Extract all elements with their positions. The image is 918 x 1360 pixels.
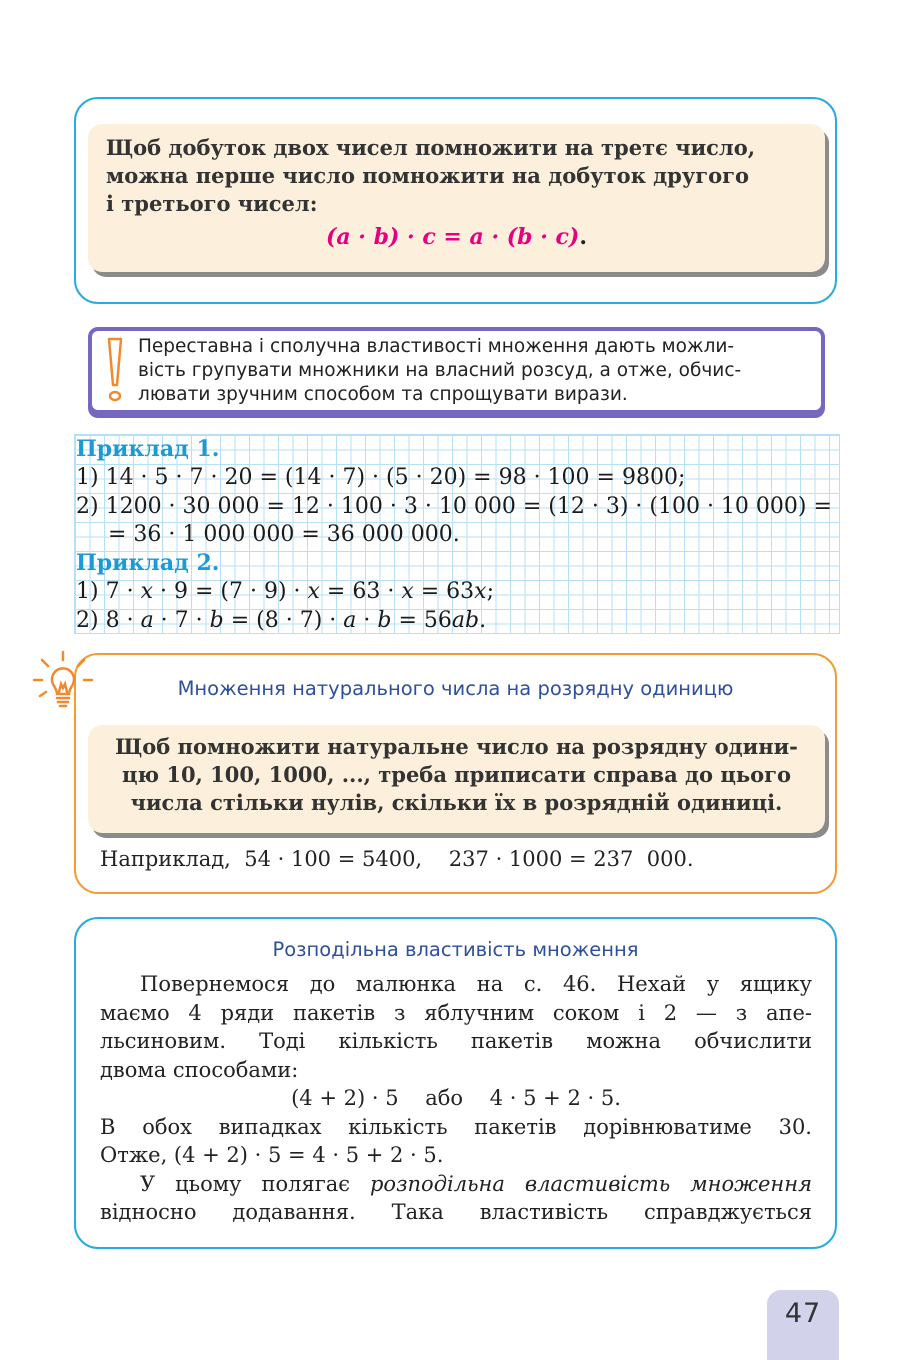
t: = 63: [413, 579, 475, 604]
exclamation-icon: [100, 335, 130, 405]
var-a: a: [343, 608, 357, 633]
rule-card-place-value: [88, 725, 825, 833]
t: · 9 = (7 · 9) ·: [152, 579, 308, 604]
distributive-term: розподільна властивість множення: [369, 1171, 813, 1196]
example-1-line-2: 2) 1200 · 30 000 = 12 · 100 · 3 · 10 000 = (12 · 3) · (100 · 10 000) =: [76, 494, 832, 519]
t: ·: [356, 608, 378, 633]
para1-line-2: маємо 4 ряди пакетів з яблучним соком і 2 — з апе-: [100, 1000, 812, 1025]
t: ;: [486, 579, 495, 604]
note-text: [138, 335, 812, 407]
para3-start: У цьому полягає: [140, 1171, 370, 1196]
example-2-line-2: [76, 606, 486, 635]
var-b: b: [209, 608, 224, 633]
note-line-2: вість групувати множники на власний розсуд, а отже, обчис-: [138, 360, 742, 381]
place-value-rule-line-1: Щоб помножити натуральне число на розрядну одини-: [115, 734, 798, 759]
example-1-title: Приклад 1.: [76, 436, 220, 462]
place-value-rule-line-3: числа стільки нулів, скільки їх в розрядній одиниці.: [130, 790, 783, 815]
rule-line-1: Щоб добуток двох чисел помножити на третє число,: [106, 135, 756, 160]
para1-line-4: двома способами:: [100, 1057, 299, 1082]
para3-line-1: [100, 1170, 812, 1199]
var-b: b: [377, 608, 392, 633]
rule-card-associative: [88, 124, 825, 272]
t: · 7 ·: [153, 608, 210, 633]
t: 2) 8 ·: [76, 608, 141, 633]
note-line-1: Переставна і сполучна властивості множення дають можли-: [138, 336, 735, 357]
t: = 63 ·: [319, 579, 402, 604]
t: = (8 · 7) ·: [223, 608, 344, 633]
note-box: [88, 327, 825, 414]
var-x: x: [474, 579, 487, 604]
var-a: a: [140, 608, 154, 633]
rule-line-3: і третього чисел:: [106, 191, 318, 216]
t: 1) 7 ·: [76, 579, 141, 604]
var-ab: ab: [451, 608, 480, 633]
t: = 56: [391, 608, 452, 633]
section-title-place-value: Множення натурального числа на розрядну одиницю: [177, 677, 734, 700]
distributive-text: [100, 970, 812, 1227]
para2-line-2: Отже, (4 + 2) · 5 = 4 · 5 + 2 · 5.: [100, 1143, 444, 1167]
example-2-line-1: [76, 577, 494, 606]
example-1-line-3: = 36 · 1 000 000 = 36 000 000.: [108, 522, 460, 547]
example-1-line-1: 1) 14 · 5 · 7 · 20 = (14 · 7) · (5 · 20) = 98 · 100 = 9800;: [76, 465, 686, 490]
var-x: x: [307, 579, 320, 604]
distributive-formula: (4 + 2) · 5 або 4 · 5 + 2 · 5.: [291, 1086, 621, 1110]
var-x: x: [401, 579, 414, 604]
section-title-distributive: Розподільна властивість множення: [272, 938, 639, 961]
para1-line-3: льсиновим. Тоді кількість пакетів можна обчислити: [100, 1029, 812, 1053]
para1-line-1: Повернемося до малюнка на с. 46. Нехай у ящику: [140, 972, 812, 996]
place-value-rule-line-2: цю 10, 100, 1000, ..., треба приписати справа до цього: [121, 762, 792, 787]
note-line-3: лювати зручним способом та спрощувати вирази.: [138, 384, 628, 405]
var-x: x: [140, 579, 153, 604]
para3-line-2: відносно додавання. Така властивість справджується: [100, 1200, 812, 1224]
associative-formula: [106, 224, 807, 250]
t: .: [479, 608, 487, 633]
example-2-title: Приклад 2.: [76, 550, 220, 576]
formula-period: .: [579, 224, 588, 250]
associative-formula-text: (a · b) · c = a · (b · c): [325, 224, 580, 250]
rule-line-2: можна перше число помножити на добуток другого: [106, 163, 750, 188]
place-value-example: Наприклад, 54 · 100 = 5400, 237 · 1000 = 237 000.: [100, 847, 694, 871]
page-number: 47: [767, 1290, 839, 1360]
para2-line-1: В обох випадках кількість пакетів дорівнюватиме 30.: [100, 1114, 812, 1139]
